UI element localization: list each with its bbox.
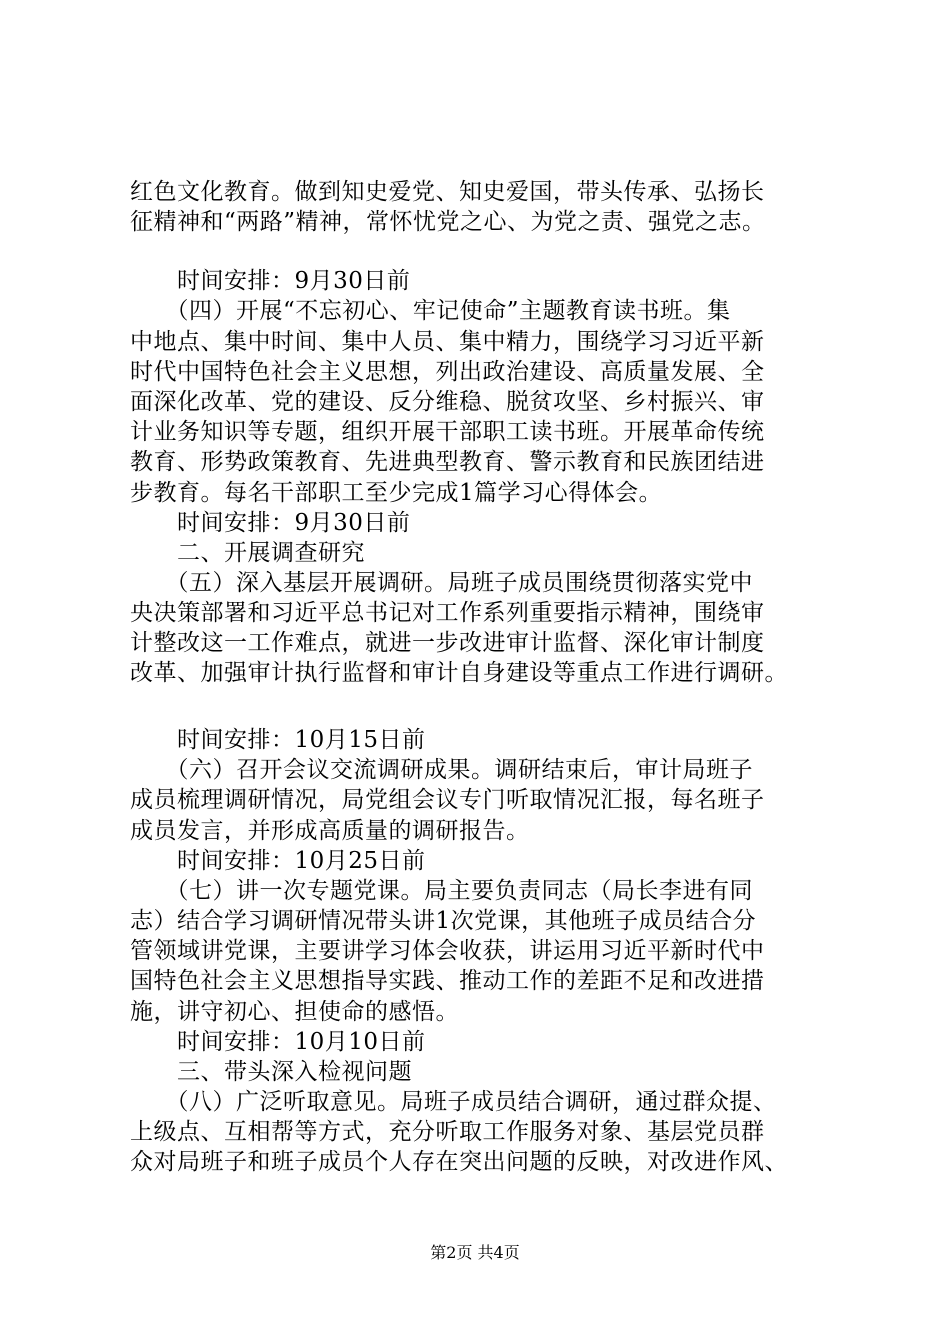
text-line: 步教育。每名干部职工至少完成1篇学习心得体会。 [130, 480, 663, 506]
text-line: 时间安排：10月15日前 [130, 727, 426, 753]
section-heading: 三、带头深入检视问题 [130, 1059, 412, 1085]
text-line: （五）深入基层开展调研。局班子成员围绕贯彻落实党中 [130, 570, 753, 596]
text-line: 面深化改革、党的建设、反分维稳、脱贫攻坚、乡村振兴、审 [130, 389, 765, 415]
text-line: 时间安排：9月30日前 [130, 268, 411, 294]
text-line: 管领域讲党课，主要讲学习体会收获，讲运用习近平新时代中 [130, 938, 765, 964]
text-line: 成员梳理调研情况，局党组会议专门听取情况汇报，每名班子 [130, 787, 765, 813]
text-line: （七）讲一次专题党课。局主要负责同志（局长李进有同 [130, 878, 753, 904]
text-line: 改革、加强审计执行监督和审计自身建设等重点工作进行调研。 [130, 660, 788, 686]
text-line: 中地点、集中时间、集中人员、集中精力，围绕学习习近平新 [130, 329, 765, 355]
text-line: 计整改这一工作难点，就进一步改进审计监督、深化审计制度 [130, 630, 765, 656]
text-line: 国特色社会主义思想指导实践、推动工作的差距不足和改进措 [130, 968, 765, 994]
section-heading: 二、开展调查研究 [130, 540, 365, 566]
text-line: （四）开展“不忘初心、牢记使命”主题教育读书班。集 [130, 298, 731, 324]
text-line: （六）召开会议交流调研成果。调研结束后，审计局班子 [130, 757, 753, 783]
page-footer: 第2页 共4页 [430, 1243, 520, 1262]
text-line: 红色文化教育。做到知史爱党、知史爱国，带头传承、弘扬长 [130, 179, 765, 205]
text-line: 时间安排：10月10日前 [130, 1029, 426, 1055]
text-line: 众对局班子和班子成员个人存在突出问题的反映，对改进作风、 [130, 1149, 788, 1175]
text-line: 时间安排：10月25日前 [130, 848, 426, 874]
text-line: 上级点、互相帮等方式，充分听取工作服务对象、基层党员群 [130, 1119, 765, 1145]
text-line: 征精神和“两路”精神，常怀忧党之心、为党之责、强党之志。 [130, 209, 766, 235]
text-line: 时代中国特色社会主义思想，列出政治建设、高质量发展、全 [130, 359, 765, 385]
text-line: 央决策部署和习近平总书记对工作系列重要指示精神，围绕审 [130, 600, 765, 626]
text-line: 成员发言，并形成高质量的调研报告。 [130, 818, 530, 844]
text-line: 志）结合学习调研情况带头讲1次党课，其他班子成员结合分 [130, 908, 757, 934]
text-line: （八）广泛听取意见。局班子成员结合调研，通过群众提、 [130, 1089, 777, 1115]
text-line: 施，讲守初心、担使命的感悟。 [130, 999, 459, 1025]
text-line: 时间安排：9月30日前 [130, 510, 411, 536]
text-line: 计业务知识等专题，组织开展干部职工读书班。开展革命传统 [130, 419, 765, 445]
text-line: 教育、形势政策教育、先进典型教育、警示教育和民族团结进 [130, 449, 765, 475]
